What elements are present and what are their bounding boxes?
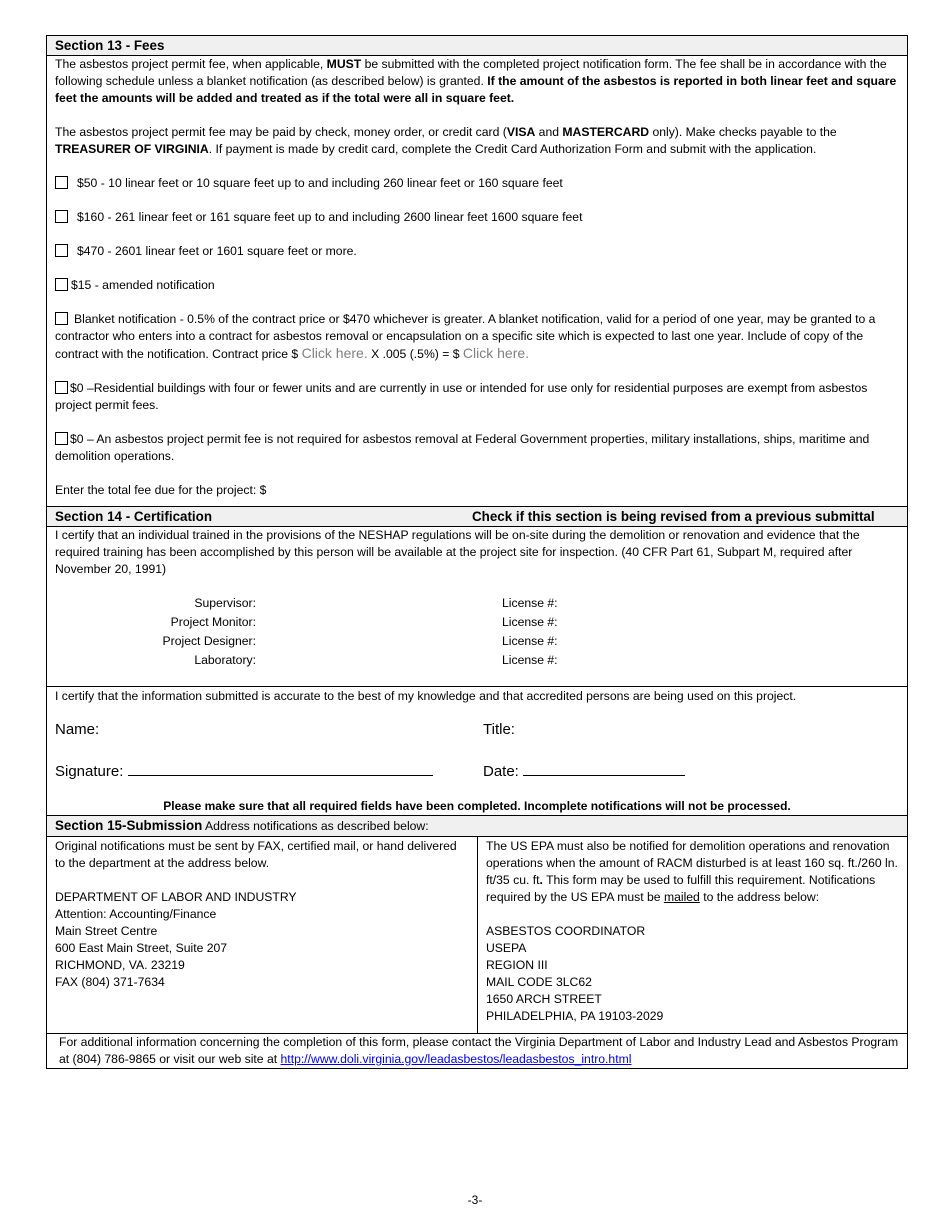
section-13-body: [47, 56, 907, 506]
state-submission-intro: Original notifications must be sent by FAX, certified mail, or hand delivered to the department at the address below.: [55, 839, 457, 870]
total-fee: [55, 482, 899, 506]
federal-checkbox[interactable]: [55, 432, 68, 445]
fee-option-50: [55, 175, 899, 192]
section-13-title: Section 13 - Fees: [55, 38, 165, 53]
laboratory-label: Laboratory:: [194, 653, 256, 667]
fee-option-15: [55, 277, 899, 294]
project-monitor-label: Project Monitor:: [170, 615, 256, 629]
fee-470-label: $470 - 2601 linear feet or 1601 square feet or more.: [77, 244, 357, 258]
blanket-fee-input[interactable]: Click here.: [462, 345, 530, 361]
contract-price-input[interactable]: Click here.: [301, 345, 368, 361]
accuracy-block: [47, 686, 907, 815]
state-submission: [47, 837, 477, 1033]
fee-470-checkbox[interactable]: [55, 244, 68, 257]
epa-submission-intro: The US EPA must also be notified for demolition operations and renovation operations when the amount of RACM disturbed is at least 160 sq. ft./260 ln. ft/35 cu. ft. This form may be used to fulfill this requirement. Notifications required by the US EPA must be mailed to the address below:: [486, 839, 898, 904]
date-line[interactable]: [523, 761, 685, 776]
section-15-title: Section 15-Submission: [55, 818, 203, 833]
section-14-title: Section 14 - Certification: [55, 509, 212, 524]
name-label: Name:: [55, 721, 100, 738]
fee-option-470: [55, 243, 899, 260]
contact-footer: [47, 1033, 907, 1068]
federal-exemption: $0 – An asbestos project permit fee is not required for asbestos removal at Federal Government properties, military installations, ships, maritime and demolition operations.: [55, 432, 870, 463]
contact-text: For additional information concerning the completion of this form, please contact the Virginia Department of Labor and Industry Lead and Asbestos Program at (804) 786-9865 or visit our web site at: [59, 1035, 899, 1066]
section-15-header: [47, 815, 907, 837]
signature-label: Signature:: [55, 763, 124, 780]
fee-and-certification-form: [46, 35, 908, 1069]
fee-15-label: $15 - amended notification: [71, 278, 215, 292]
blanket-notification: Blanket notification - 0.5% of the contract price or $470 whichever is greater. A blanket notification, valid for a period of one year, may be granted to a contractor who enters into a contract for asbestos removal or encapsulation on a specific site which is expected to last one year. Include of copy of the contract with the notification. Contract price $ Click here. X .005 (.5%) = $ Click here.: [55, 312, 876, 361]
supervisor-license-label: License #:: [502, 596, 558, 610]
epa-submission: [477, 837, 907, 1033]
designer-license-label: License #:: [502, 634, 558, 648]
title-label: Title:: [483, 721, 515, 738]
submission-columns: [47, 837, 907, 1033]
section-15-subtitle: Address notifications as described below:: [202, 819, 429, 833]
residential-exemption: $0 –Residential buildings with four or fewer units and are currently in use or intended for use only for residential purposes are exempt from asbestos project permit fees.: [55, 381, 868, 412]
payment-instructions: The asbestos project permit fee may be paid by check, money order, or credit card (VISA and MASTERCARD only). Make checks payable to the TREASURER OF VIRGINIA. If payment is made by credit card, complete the Credit Card Authorization Form and submit with the application.: [55, 125, 837, 156]
laboratory-license-label: License #:: [502, 653, 558, 667]
fee-intro: The asbestos project permit fee, when applicable, MUST be submitted with the completed project notification form. The fee shall be in accordance with the following schedule unless a blanket notification (as described below) is granted. If the amount of the asbestos is reported in both linear feet and square feet the amounts will be added and treated as if the total were all in square feet.: [55, 57, 897, 105]
doli-website-link[interactable]: http://www.doli.virginia.gov/leadasbestos/leadasbestos_intro.html: [280, 1052, 632, 1066]
total-fee-label: Enter the total fee due for the project: $: [55, 483, 267, 497]
monitor-license-label: License #:: [502, 615, 558, 629]
state-address: DEPARTMENT OF LABOR AND INDUSTRY Attention: Accounting/Finance Main Street Centre 600 East Main Street, Suite 207 RICHMOND, VA. 23219 FAX (804) 371-7634: [55, 890, 297, 989]
date-label: Date:: [483, 763, 519, 780]
section-13-header: [47, 36, 907, 56]
fee-option-160: [55, 209, 899, 226]
residential-checkbox[interactable]: [55, 381, 68, 394]
accuracy-statement: I certify that the information submitted is accurate to the best of my knowledge and that accredited persons are being used on this project.: [55, 689, 797, 703]
project-designer-label: Project Designer:: [162, 634, 256, 648]
fee-160-checkbox[interactable]: [55, 210, 68, 223]
signature-line[interactable]: [128, 761, 433, 776]
revised-checkbox-label[interactable]: Check if this section is being revised from a previous submittal: [472, 509, 875, 524]
supervisor-label: Supervisor:: [194, 596, 256, 610]
fee-50-label: $50 - 10 linear feet or 10 square feet up to and including 260 linear feet or 160 square feet: [77, 176, 563, 190]
completion-warning: Please make sure that all required fields have been completed. Incomplete notifications will not be processed.: [163, 799, 791, 813]
personnel-list: [47, 595, 907, 669]
fee-160-label: $160 - 261 linear feet or 161 square feet up to and including 2600 linear feet 1600 square feet: [77, 210, 583, 224]
epa-address: ASBESTOS COORDINATOR USEPA REGION III MAIL CODE 3LC62 1650 ARCH STREET PHILADELPHIA, PA 19103-2029: [486, 924, 664, 1023]
section-14-body: [47, 527, 907, 815]
fee-15-checkbox[interactable]: [55, 278, 68, 291]
fee-50-checkbox[interactable]: [55, 176, 68, 189]
section-14-header: [47, 506, 907, 527]
page-number: -3-: [467, 1193, 483, 1207]
blanket-checkbox[interactable]: [55, 312, 68, 325]
certification-statement: I certify that an individual trained in the provisions of the NESHAP regulations will be on-site during the demolition or renovation and evidence that the required training has been accomplished by this person will be available at the project site for inspection. (40 CFR Part 61, Subpart M, required after November 20, 1991): [55, 528, 860, 576]
